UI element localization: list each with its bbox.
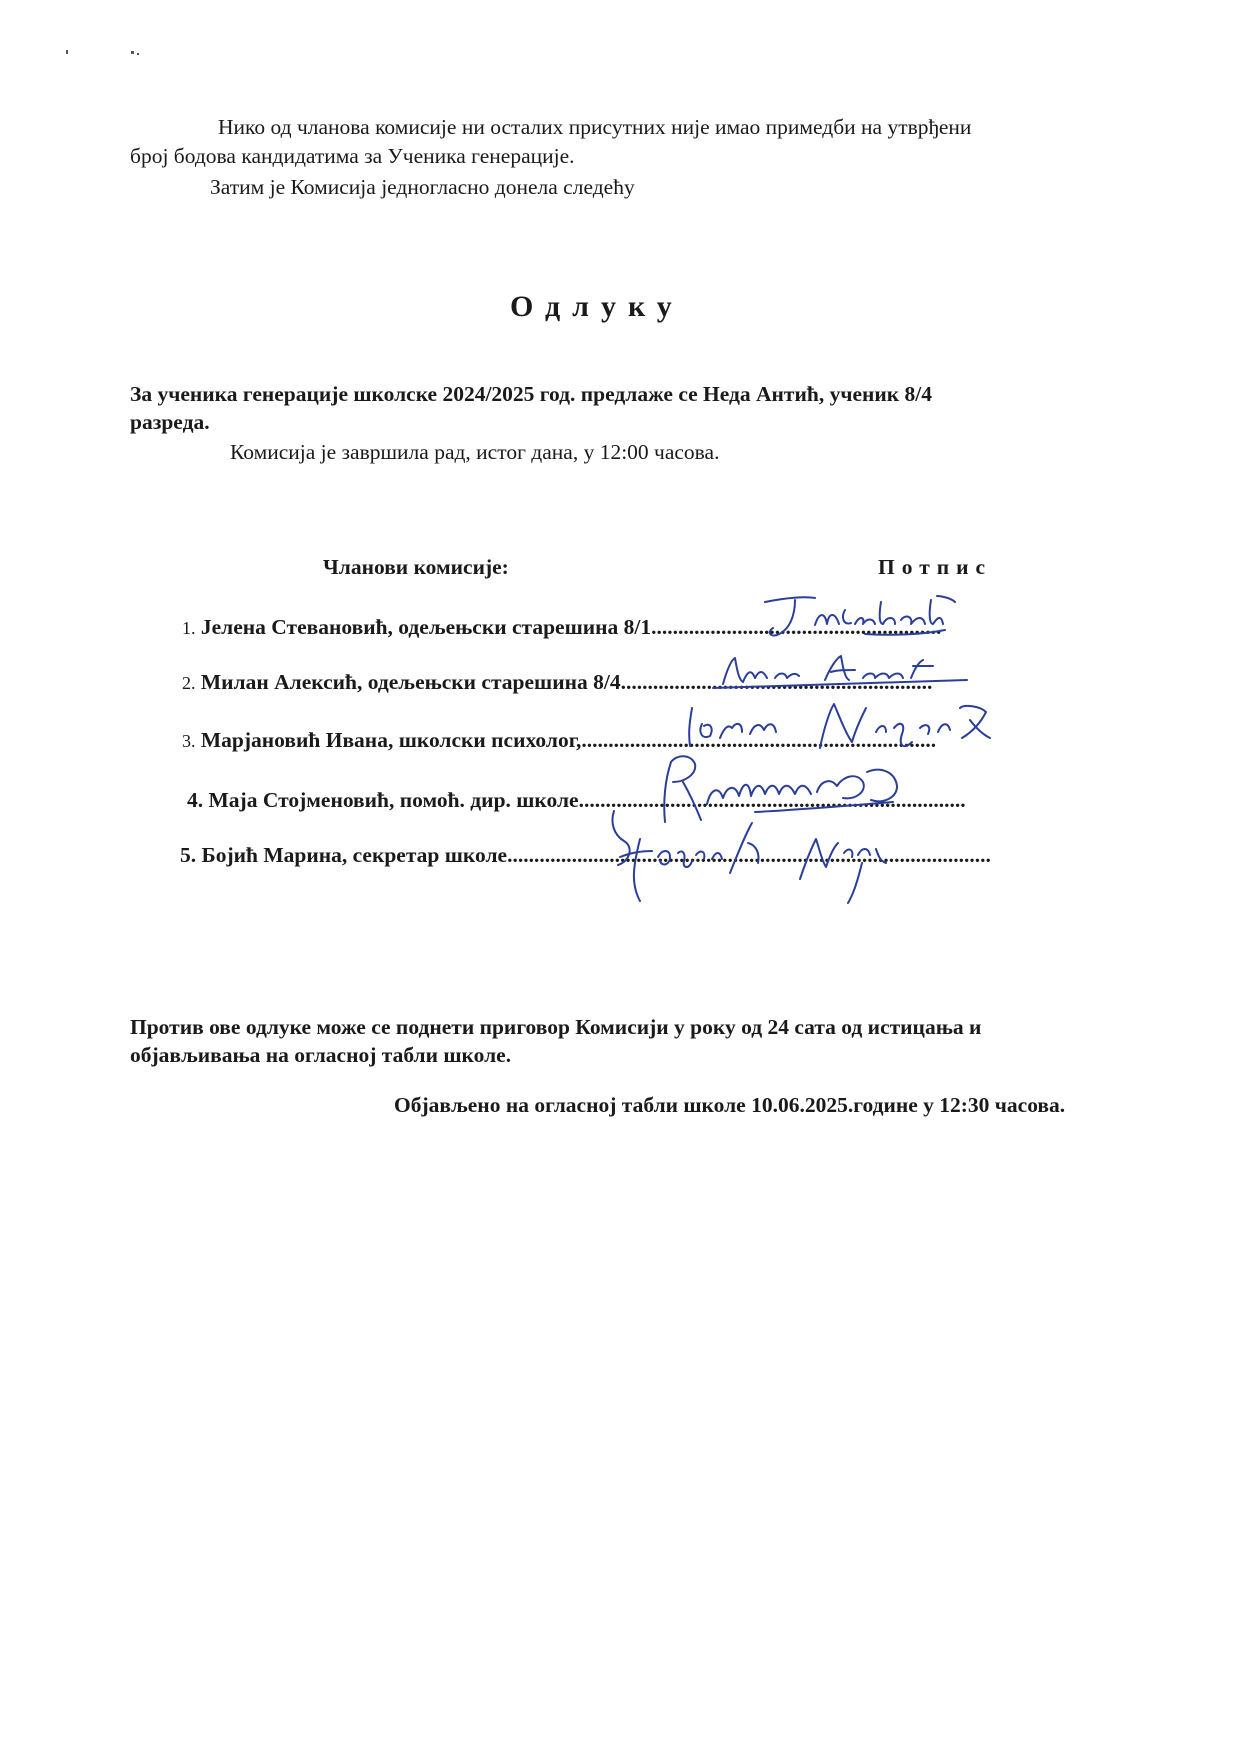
member-number: 3.: [182, 731, 196, 751]
members-header: Чланови комисије:: [323, 555, 509, 579]
scan-speck: [66, 50, 68, 54]
member-number: 5.: [180, 843, 197, 867]
decision-heading: Одлуку: [510, 290, 684, 323]
signature-3: [680, 698, 1000, 758]
member-number: 1.: [182, 618, 196, 638]
signature-dots: ......................................................: [651, 615, 942, 639]
member-number: 4.: [187, 788, 204, 812]
member-name-role: Марјановић Ивана, школски психолог,: [200, 728, 582, 752]
intro-line-3: Затим је Комисија једногласно донела следећу: [210, 175, 635, 199]
signature-dots: ..........................................................................................: [507, 843, 991, 867]
member-name-role: Бојић Марина, секретар школе: [201, 843, 508, 867]
intro-line-2: број бодова кандидатима за Ученика генерације.: [130, 144, 575, 168]
member-number: 2.: [182, 673, 196, 693]
signature-dots: ........................................................................: [578, 788, 966, 812]
member-name-role: Милан Алексић, одељењски старешина 8/4: [200, 670, 621, 694]
decision-line-3: Комисија је завршила рад, истог дана, у 12:00 часова.: [230, 440, 720, 464]
appeal-line-1: Против ове одлуке може се поднети приговор Комисији у року од 24 сата од истицања и: [130, 1015, 982, 1039]
member-name-role: Маја Стојменовић, помоћ. дир. школе: [208, 788, 579, 812]
signature-dots: ..................................................................: [581, 728, 937, 752]
signature-dots: ..........................................................: [620, 670, 933, 694]
intro-line-1: Нико од чланова комисије ни осталих присутних није имао примедби на утврђени: [218, 115, 972, 139]
member-name-role: Јелена Стевановић, одељењски старешина 8/1: [200, 615, 652, 639]
scan-speck: [137, 53, 139, 55]
signature-1: [755, 590, 965, 645]
decision-line-2: разреда.: [130, 410, 210, 434]
appeal-line-2: објављивања на огласној табли школе.: [130, 1043, 512, 1067]
signature-header: Потпис: [878, 555, 993, 579]
signature-2: [705, 648, 975, 693]
published-note: Објављено на огласној табли школе 10.06.2025.године у 12:30 часова.: [394, 1093, 1066, 1117]
decision-line-1: За ученика генерације школске 2024/2025 год. предлаже се Неда Антић, ученик 8/4: [130, 382, 933, 406]
scan-speck: [131, 51, 134, 54]
signature-5: [600, 803, 900, 905]
